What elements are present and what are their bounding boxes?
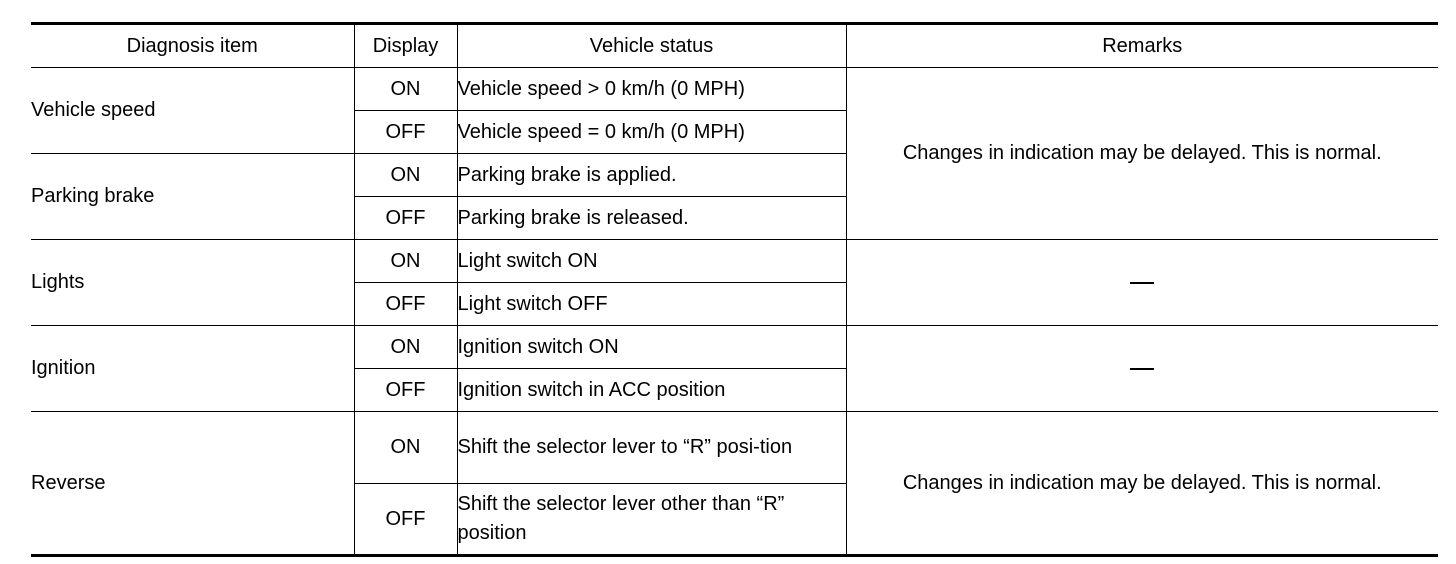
vehicle-status: Vehicle speed = 0 km/h (0 MPH) (457, 111, 846, 154)
display-value: ON (354, 154, 457, 197)
vehicle-status: Ignition switch in ACC position (457, 369, 846, 412)
remarks-reverse: Changes in indication may be delayed. This is normal. (846, 412, 1438, 556)
vehicle-status: Vehicle speed > 0 km/h (0 MPH) (457, 68, 846, 111)
remarks-lights (846, 240, 1438, 326)
vehicle-status: Parking brake is applied. (457, 154, 846, 197)
diagnosis-table (31, 22, 1438, 557)
vehicle-status: Light switch OFF (457, 283, 846, 326)
header-diagnosis-item: Diagnosis item (31, 24, 354, 68)
vehicle-status: Light switch ON (457, 240, 846, 283)
header-row (31, 24, 1438, 68)
display-value: OFF (354, 484, 457, 556)
display-value: OFF (354, 283, 457, 326)
header-vehicle-status: Vehicle status (457, 24, 846, 68)
display-value: ON (354, 412, 457, 484)
table-row (31, 240, 1438, 283)
table-row (31, 68, 1438, 111)
remarks-ignition (846, 326, 1438, 412)
item-ignition: Ignition (31, 326, 354, 412)
display-value: OFF (354, 111, 457, 154)
display-value: OFF (354, 197, 457, 240)
display-value: OFF (354, 369, 457, 412)
header-remarks: Remarks (846, 24, 1438, 68)
dash-icon (1130, 282, 1154, 284)
table-row (31, 412, 1438, 484)
display-value: ON (354, 68, 457, 111)
display-value: ON (354, 326, 457, 369)
table-row (31, 326, 1438, 369)
item-reverse: Reverse (31, 471, 106, 494)
item-parking-brake: Parking brake (31, 154, 354, 240)
vehicle-status: Shift the selector lever to “R” posi-tion (457, 412, 846, 484)
vehicle-status: Parking brake is released. (457, 197, 846, 240)
item-lights: Lights (31, 240, 354, 326)
display-value: ON (354, 240, 457, 283)
vehicle-status: Ignition switch ON (457, 326, 846, 369)
item-vehicle-speed: Vehicle speed (31, 68, 354, 154)
vehicle-status: Shift the selector lever other than “R” position (457, 484, 846, 556)
dash-icon (1130, 368, 1154, 370)
header-display: Display (354, 24, 457, 68)
remarks-speed-brake: Changes in indication may be delayed. This is normal. (846, 68, 1438, 240)
